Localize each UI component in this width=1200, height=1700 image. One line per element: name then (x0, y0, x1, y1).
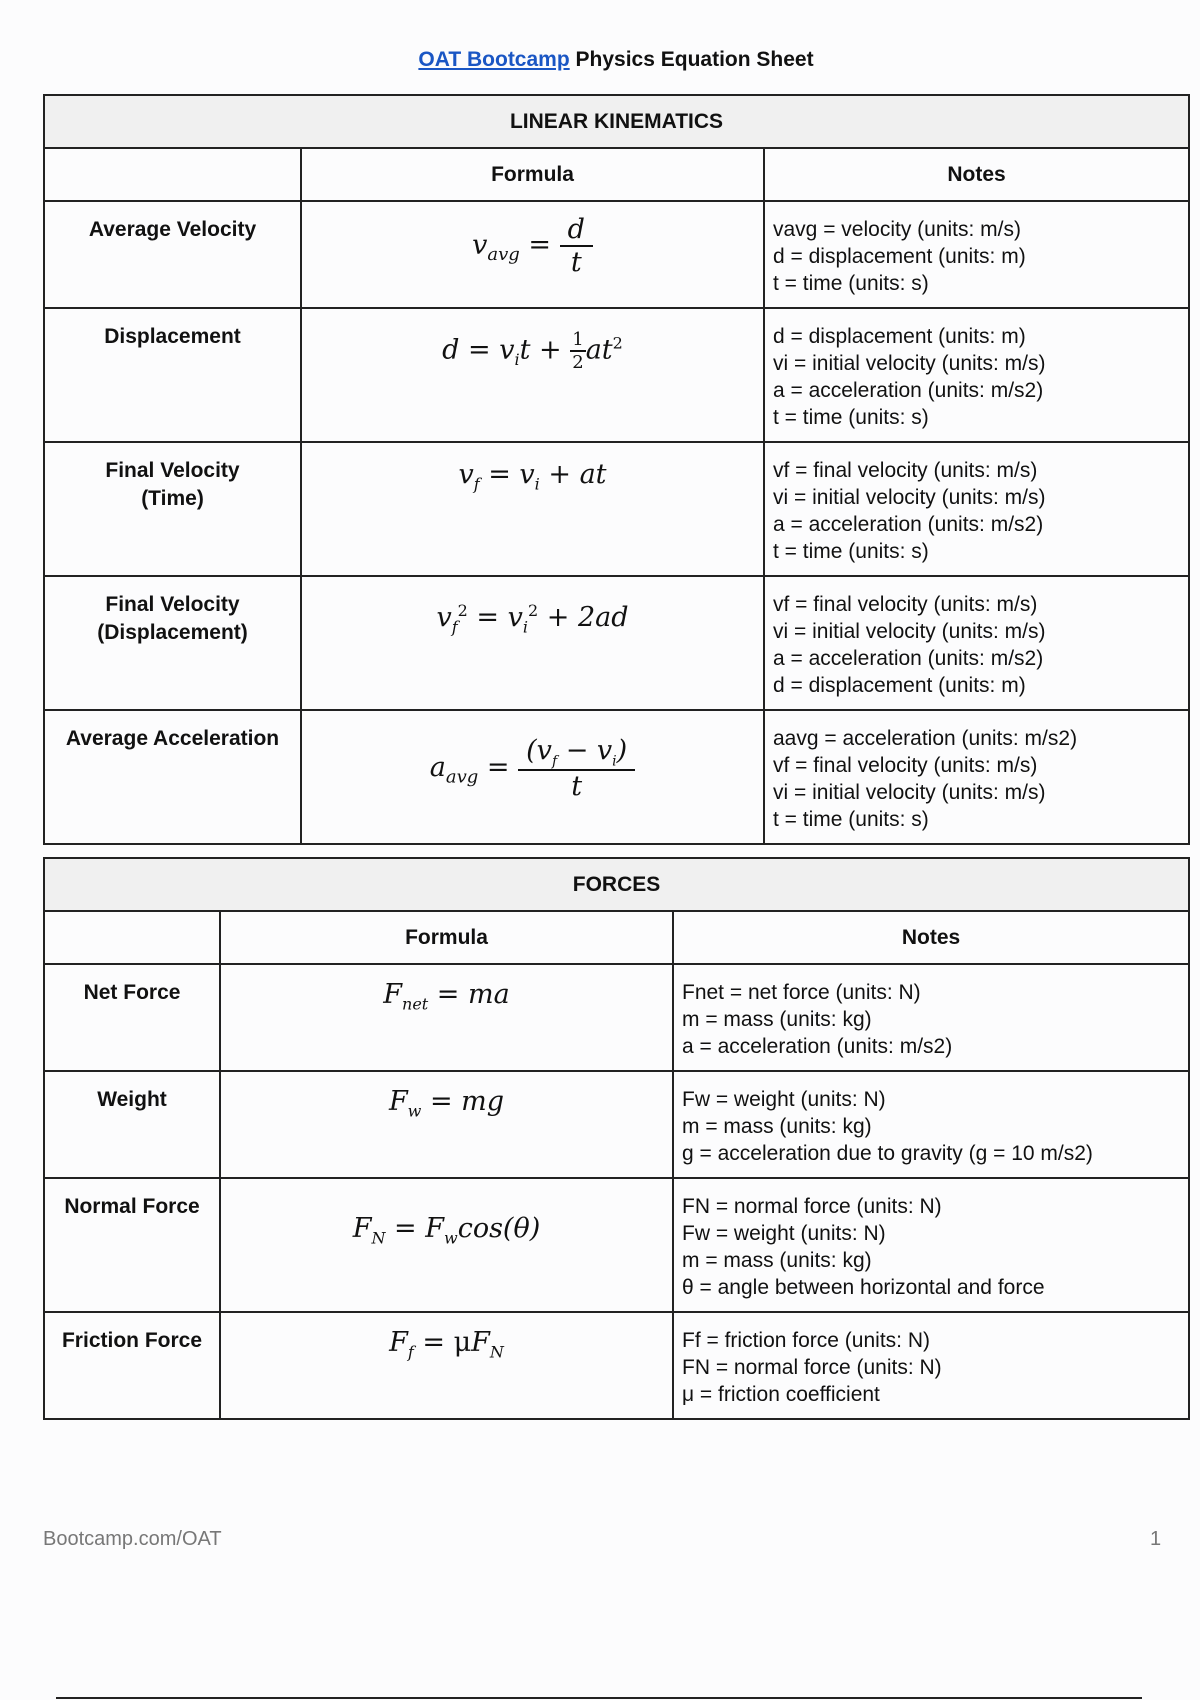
notes: vavg = velocity (units: m/s) d = displacement (units: m) t = time (units: s) (764, 201, 1189, 308)
notes: Ff = friction force (units: N) FN = normal force (units: N) μ = friction coefficient (673, 1312, 1189, 1419)
empty-header (44, 148, 301, 201)
notes: Fw = weight (units: N) m = mass (units: kg) g = acceleration due to gravity (g = 10 m/s2) (673, 1071, 1189, 1178)
table-row (44, 308, 1189, 442)
notes-header: Notes (673, 911, 1189, 964)
footer-site: Bootcamp.com/OAT (43, 1528, 222, 1550)
formula: $F_w$ = mg (220, 1071, 673, 1178)
formula: $v_f^2 = v_i^2 + 2ad$ (301, 576, 764, 710)
row-label: Normal Force (44, 1178, 220, 1312)
table-row (44, 201, 1189, 308)
bootcamp-link[interactable]: OAT Bootcamp (418, 48, 570, 71)
formula: $v_{avg}$ = $\frac{d}{t}$ (301, 201, 764, 308)
formula: $v_f = v_i$ + at (301, 442, 764, 576)
formula: $F_N = F_w\cos(\theta)$ (220, 1178, 673, 1312)
empty-header (44, 911, 220, 964)
notes: d = displacement (units: m) vi = initial velocity (units: m/s) a = acceleration (units: m/s2) t = time (units: s) (764, 308, 1189, 442)
page-title (0, 48, 1200, 72)
notes: aavg = acceleration (units: m/s2) vf = final velocity (units: m/s) vi = initial velocity (units: m/s) t = time (units: s) (764, 710, 1189, 844)
title-text: Physics Equation Sheet (575, 48, 814, 71)
row-label: Weight (44, 1071, 220, 1178)
formula: $d = v_it$ + $\frac{1}{2}$ $at^2$ (301, 308, 764, 442)
table-row (44, 710, 1189, 844)
row-label: Final Velocity (Displacement) (44, 576, 301, 710)
page-number: 1 (1150, 1528, 1162, 1550)
formula: $F_f = \mu F_N$ (220, 1312, 673, 1419)
row-label: Average Acceleration (44, 710, 301, 844)
forces-table (43, 857, 1190, 1420)
formula-header: Formula (220, 911, 673, 964)
row-label: Net Force (44, 964, 220, 1071)
notes: Fnet = net force (units: N) m = mass (units: kg) a = acceleration (units: m/s2) (673, 964, 1189, 1071)
notes: vf = final velocity (units: m/s) vi = initial velocity (units: m/s) a = acceleration (units: m/s2) d = displacement (units: m) (764, 576, 1189, 710)
table-row (44, 1071, 1189, 1178)
row-label: Friction Force (44, 1312, 220, 1419)
row-label: Displacement (44, 308, 301, 442)
formula: $a_{avg}$ = $\frac{(v_f - v_i)}{t}$ (301, 710, 764, 844)
table-row (44, 1178, 1189, 1312)
notes: vf = final velocity (units: m/s) vi = initial velocity (units: m/s) a = acceleration (units: m/s2) t = time (units: s) (764, 442, 1189, 576)
table-row (44, 576, 1189, 710)
notes: FN = normal force (units: N) Fw = weight (units: N) m = mass (units: kg) θ = angle between horizontal and force (673, 1178, 1189, 1312)
section-title: FORCES (44, 858, 1189, 911)
row-label: Final Velocity (Time) (44, 442, 301, 576)
kinematics-table (43, 94, 1190, 845)
table-row (44, 1312, 1189, 1419)
notes-header: Notes (764, 148, 1189, 201)
divider (56, 1697, 1142, 1699)
row-label: Average Velocity (44, 201, 301, 308)
table-row (44, 964, 1189, 1071)
formula-header: Formula (301, 148, 764, 201)
table-row (44, 442, 1189, 576)
section-title: LINEAR KINEMATICS (44, 95, 1189, 148)
formula: $F_{net}$ = ma (220, 964, 673, 1071)
